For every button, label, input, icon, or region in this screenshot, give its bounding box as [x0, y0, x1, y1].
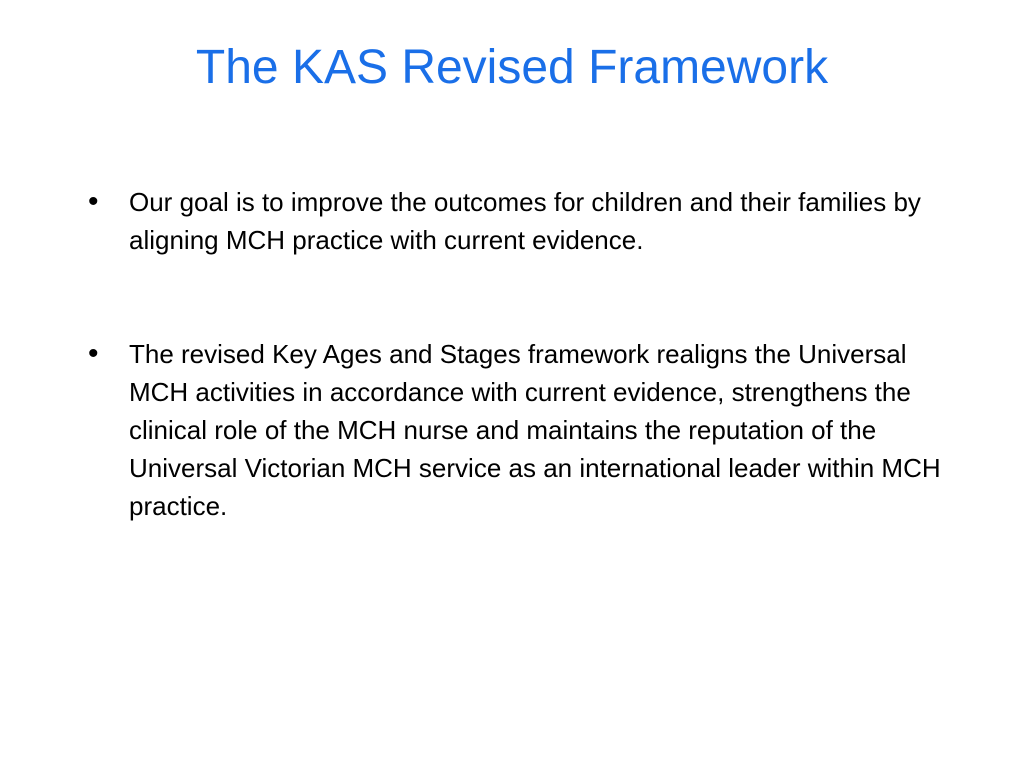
bullet-point-icon: •: [88, 185, 99, 218]
bullet-point-icon: •: [88, 337, 99, 370]
bullet-item-goal: [88, 183, 968, 259]
bullet-text-framework: The revised Key Ages and Stages framework realigns the Universal MCH activities in accordance with current evidence, strengthens the clinical role of the MCH nurse and maintains the reputation of the Universal Victorian MCH service as an international leader within MCH practice.: [129, 339, 941, 521]
bullet-item-framework: [88, 335, 968, 525]
slide-title: The KAS Revised Framework: [195, 41, 829, 94]
bullet-list: [88, 183, 968, 525]
bullet-text-goal: Our goal is to improve the outcomes for children and their families by aligning MCH practice with current evidence.: [129, 187, 921, 255]
